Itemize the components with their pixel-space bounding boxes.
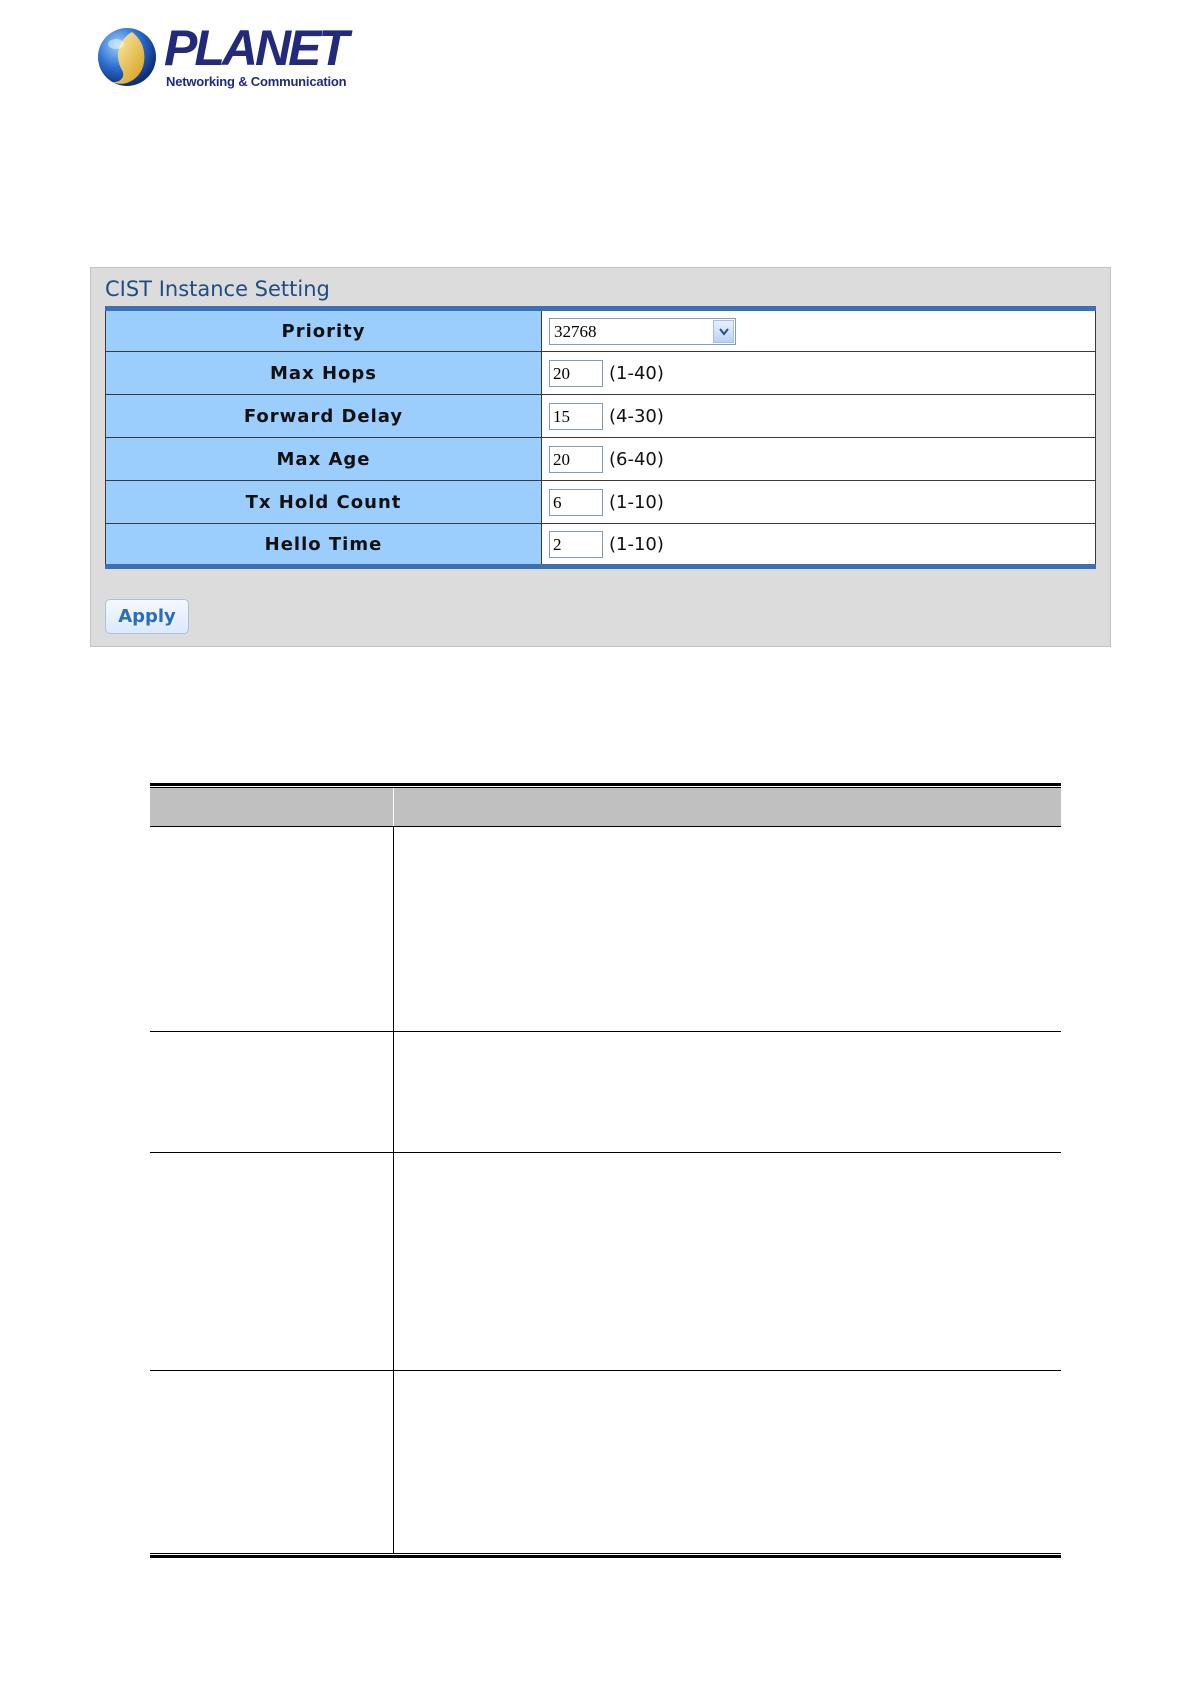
- chevron-down-icon: [719, 328, 729, 336]
- tx-hold-count-input[interactable]: 6: [549, 489, 603, 516]
- max-age-range: (6-40): [609, 448, 664, 470]
- tx-hold-count-label: Tx Hold Count: [106, 481, 542, 524]
- planet-logo-globe-icon: [96, 26, 158, 88]
- description-table: [150, 783, 1061, 1558]
- max-age-label: Max Age: [106, 438, 542, 481]
- setting-row-priority: [106, 309, 1096, 352]
- settings-table: [105, 306, 1096, 569]
- tx-hold-count-range: (1-10): [609, 491, 664, 513]
- brand-name: PLANET: [164, 20, 346, 76]
- header-cell-object: [150, 788, 394, 826]
- brand-tagline: Networking & Communication: [166, 74, 347, 89]
- dropdown-button[interactable]: [713, 320, 734, 343]
- priority-label: Priority: [106, 309, 542, 352]
- setting-row-max-age: [106, 438, 1096, 481]
- setting-row-forward-delay: [106, 395, 1096, 438]
- setting-row-hello-time: [106, 524, 1096, 567]
- forward-delay-range: (4-30): [609, 405, 664, 427]
- hello-time-input[interactable]: 2: [549, 531, 603, 558]
- cist-instance-setting-panel: [90, 267, 1111, 647]
- priority-select-value: 32768: [554, 321, 597, 341]
- max-hops-input[interactable]: 20: [549, 360, 603, 387]
- table-bottom-rule: [150, 1553, 1061, 1558]
- apply-button[interactable]: Apply: [105, 599, 189, 634]
- setting-row-tx-hold-count: [106, 481, 1096, 524]
- table-header: [150, 788, 1061, 827]
- forward-delay-label: Forward Delay: [106, 395, 542, 438]
- forward-delay-input[interactable]: 15: [549, 403, 603, 430]
- max-hops-range: (1-40): [609, 362, 664, 384]
- max-hops-label: Max Hops: [106, 352, 542, 395]
- table-row: [150, 1371, 1061, 1553]
- table-row: [150, 1153, 1061, 1371]
- max-age-input[interactable]: 20: [549, 446, 603, 473]
- planet-logo: [96, 22, 356, 92]
- header-cell-description: [394, 788, 1061, 826]
- hello-time-range: (1-10): [609, 533, 664, 555]
- panel-title: CIST Instance Setting: [105, 277, 330, 301]
- setting-row-max-hops: [106, 352, 1096, 395]
- table-row: [150, 1032, 1061, 1153]
- hello-time-label: Hello Time: [106, 524, 542, 567]
- priority-select[interactable]: [549, 318, 736, 345]
- table-row: [150, 827, 1061, 1032]
